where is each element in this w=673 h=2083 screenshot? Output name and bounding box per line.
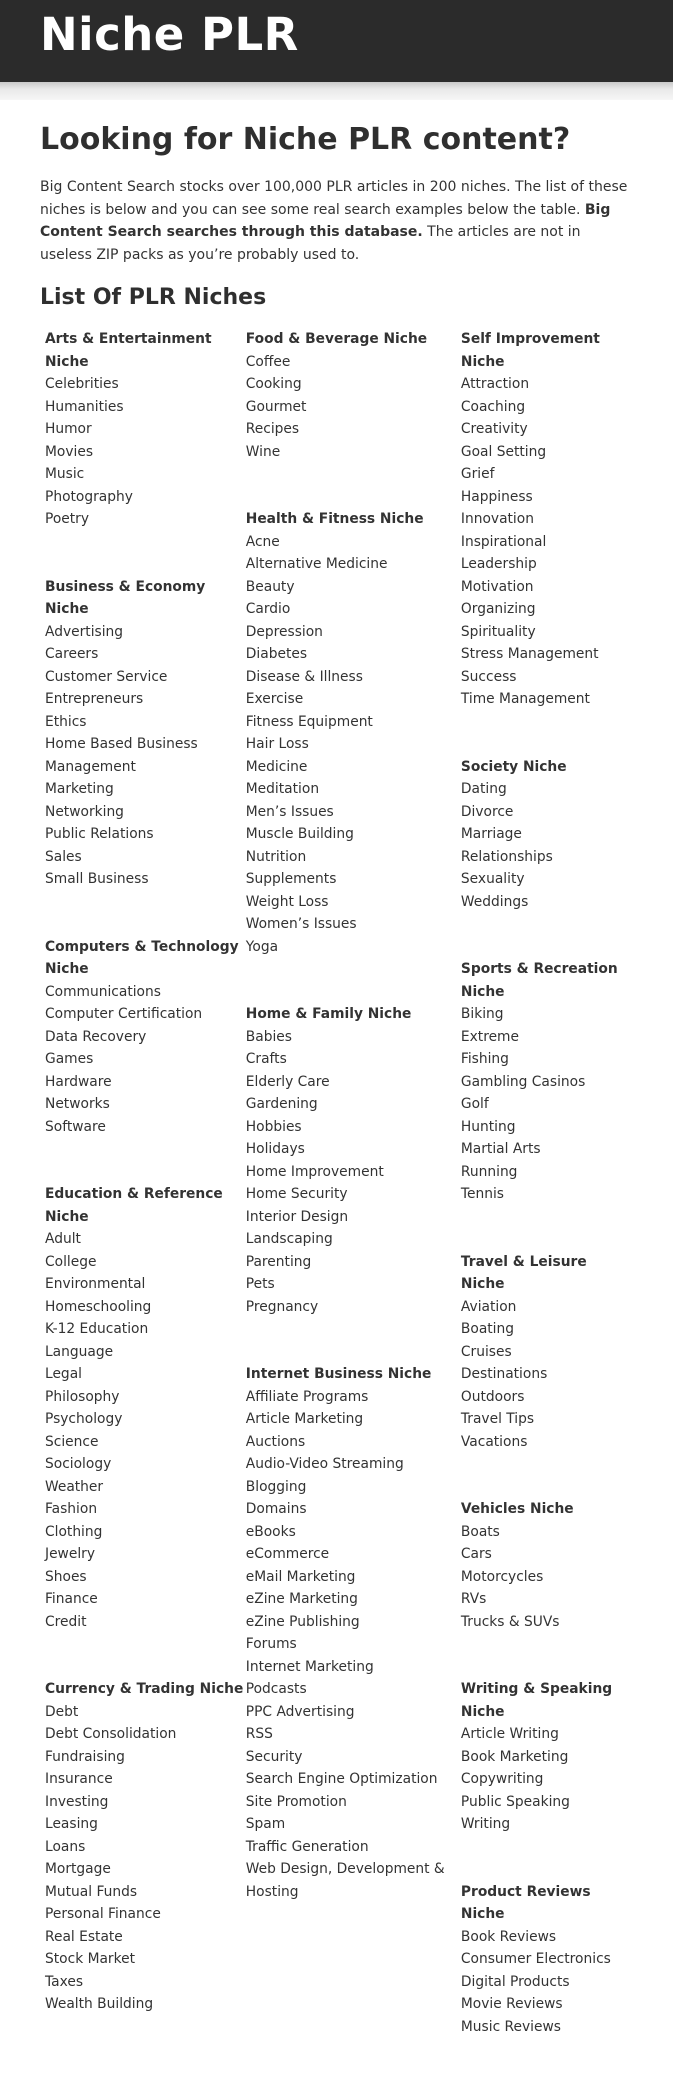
niche-link[interactable]: Gambling Casinos — [460, 1073, 586, 1090]
niche-link[interactable]: Meditation — [245, 781, 320, 797]
niche-link[interactable]: Investing — [45, 1793, 109, 1810]
niche-group-title: Society Niche — [460, 758, 567, 775]
niche-link[interactable]: Cardio — [245, 601, 291, 617]
niche-link[interactable]: PPC Advertising — [245, 1703, 355, 1720]
niche-link[interactable]: Marriage — [460, 826, 522, 842]
niche-link[interactable]: Audio-Video Streaming — [245, 1456, 404, 1472]
niche-group — [45, 1678, 246, 2016]
niche-link[interactable]: Acne — [245, 533, 280, 550]
niche-link[interactable]: Boating — [460, 1321, 515, 1337]
niche-link[interactable]: eCommerce — [245, 1546, 330, 1562]
niche-group-title: Self Improvement Niche — [460, 331, 600, 370]
niche-link[interactable]: Wine — [245, 443, 281, 460]
niche-link[interactable]: Computer Certification — [45, 1006, 203, 1022]
niche-link[interactable]: Inspirational — [460, 533, 547, 550]
niche-link[interactable]: Happiness — [460, 488, 533, 505]
niche-group-title: Writing & Speaking Niche — [460, 1681, 613, 1720]
niche-link[interactable]: Debt Consolidation — [45, 1726, 177, 1742]
niche-link[interactable]: Weather — [45, 1478, 104, 1495]
niche-link[interactable]: Science — [45, 1433, 99, 1450]
niche-group — [246, 1363, 461, 1903]
niche-group-title: Health & Fitness Niche — [245, 511, 424, 527]
niche-link[interactable]: Pets — [245, 1276, 275, 1292]
niche-link[interactable]: eBooks — [245, 1523, 296, 1540]
niche-link[interactable]: Photography — [45, 488, 133, 505]
niche-link[interactable]: RVs — [460, 1591, 487, 1607]
niche-link[interactable]: Relationships — [460, 848, 553, 865]
niche-group — [45, 328, 246, 531]
niche-link[interactable]: Entrepreneurs — [45, 691, 144, 707]
niche-link[interactable]: K-12 Education — [45, 1321, 149, 1337]
niche-column-1 — [45, 328, 246, 2083]
niche-link[interactable]: Celebrities — [45, 376, 119, 392]
niche-group — [246, 1003, 461, 1318]
niche-link[interactable]: Vacations — [460, 1433, 528, 1450]
niche-group-title: Food & Beverage Niche — [245, 331, 428, 347]
niche-link[interactable]: Customer Service — [45, 668, 168, 685]
niche-link[interactable]: Blogging — [245, 1478, 307, 1495]
niche-link[interactable]: RSS — [245, 1726, 273, 1742]
niche-link[interactable]: Communications — [45, 983, 161, 1000]
header-divider — [0, 82, 673, 100]
intro-bold-text: Big Content Search searches through this database. — [40, 201, 611, 240]
niche-link[interactable]: Poetry — [45, 511, 90, 527]
niche-link[interactable]: Weight Loss — [245, 893, 329, 910]
niche-link[interactable]: Martial Arts — [460, 1141, 541, 1157]
niche-link[interactable]: Aviation — [460, 1298, 517, 1315]
intro-paragraph — [40, 176, 633, 266]
niche-link[interactable]: Biking — [460, 1006, 504, 1022]
niche-link[interactable]: Destinations — [460, 1366, 548, 1382]
niche-group-title: Product Reviews Niche — [460, 1883, 591, 1922]
niche-link[interactable]: Loans — [45, 1838, 86, 1855]
niche-link[interactable]: Beauty — [245, 578, 295, 595]
niche-link[interactable]: Hobbies — [245, 1118, 302, 1135]
niche-link[interactable]: Book Marketing — [460, 1748, 569, 1765]
niche-link[interactable]: Sales — [45, 848, 82, 865]
niche-link[interactable]: Networking — [45, 803, 124, 820]
niche-link[interactable]: Mutual Funds — [45, 1883, 138, 1900]
niche-group-title: Computers & Technology Niche — [45, 938, 239, 977]
niche-link[interactable]: Coffee — [245, 353, 291, 370]
niche-link[interactable]: Yoga — [245, 938, 279, 955]
niche-link[interactable]: Cooking — [245, 376, 302, 392]
niche-link[interactable]: Fitness Equipment — [245, 713, 373, 730]
niche-link[interactable]: Adult — [45, 1231, 81, 1247]
site-title[interactable]: Niche PLR — [40, 8, 299, 61]
niche-link[interactable]: Search Engine Optimization — [245, 1771, 438, 1787]
niche-link[interactable]: Real Estate — [45, 1928, 123, 1945]
niche-link[interactable]: Time Management — [460, 691, 590, 707]
niche-link[interactable]: Trucks & SUVs — [460, 1613, 560, 1630]
niche-link[interactable]: Homeschooling — [45, 1298, 152, 1315]
niche-link[interactable]: Men’s Issues — [245, 803, 334, 820]
niche-link[interactable]: Finance — [45, 1591, 98, 1607]
niche-link[interactable]: Copywriting — [460, 1771, 544, 1787]
page-title: Looking for Niche PLR content? — [40, 122, 571, 157]
niche-link[interactable]: Public Speaking — [460, 1793, 570, 1810]
niche-link[interactable]: Outdoors — [460, 1388, 525, 1405]
niche-link[interactable]: Forums — [245, 1636, 297, 1652]
niche-link[interactable]: Golf — [460, 1096, 489, 1112]
niche-link[interactable]: Games — [45, 1051, 94, 1067]
niche-link[interactable]: Podcasts — [245, 1681, 307, 1697]
niche-link[interactable]: Movies — [45, 443, 94, 460]
niche-link[interactable]: Humanities — [45, 398, 124, 415]
niche-link[interactable]: Affiliate Programs — [245, 1388, 369, 1405]
niche-link[interactable]: Cars — [460, 1546, 492, 1562]
niche-link[interactable]: Disease & Illness — [245, 668, 363, 685]
niche-link[interactable]: Extreme — [460, 1028, 519, 1045]
niche-link[interactable]: Careers — [45, 646, 99, 662]
niche-link[interactable]: Gardening — [245, 1096, 318, 1112]
niche-link[interactable]: Insurance — [45, 1771, 113, 1787]
niche-link[interactable]: Auctions — [245, 1433, 306, 1450]
niche-group-title: Currency & Trading Niche — [45, 1681, 244, 1697]
niche-link[interactable]: Home Based Business — [45, 736, 198, 752]
niche-link[interactable]: Running — [460, 1163, 518, 1180]
niche-link[interactable]: Holidays — [245, 1141, 305, 1157]
niche-link[interactable]: Article Writing — [460, 1726, 559, 1742]
niche-link[interactable]: Hardware — [45, 1073, 112, 1090]
niche-link[interactable]: Creativity — [460, 421, 528, 437]
niche-link[interactable]: Digital Products — [460, 1973, 570, 1990]
niche-link[interactable]: Humor — [45, 421, 92, 437]
niche-link[interactable]: Spam — [245, 1816, 286, 1832]
niche-link[interactable]: Site Promotion — [245, 1793, 347, 1810]
niche-link[interactable]: eMail Marketing — [245, 1568, 356, 1585]
niche-link[interactable]: Book Reviews — [460, 1928, 557, 1945]
niche-link[interactable]: Small Business — [45, 871, 149, 887]
niche-link[interactable]: Data Recovery — [45, 1028, 147, 1045]
niche-link[interactable]: Security — [245, 1748, 303, 1765]
niche-group — [246, 508, 461, 958]
niche-link[interactable]: Credit — [45, 1613, 87, 1630]
niche-link[interactable]: Leasing — [45, 1816, 98, 1832]
niche-link[interactable]: Home Security — [245, 1186, 348, 1202]
niche-link[interactable]: Gourmet — [245, 398, 307, 415]
niche-link[interactable]: Fundraising — [45, 1748, 125, 1765]
niche-group — [461, 1251, 633, 1454]
niche-link[interactable]: Crafts — [245, 1051, 287, 1067]
niche-link[interactable]: Innovation — [460, 511, 534, 527]
niche-link[interactable]: Article Marketing — [245, 1411, 364, 1427]
niche-group — [461, 1678, 633, 1836]
niche-link[interactable]: Stock Market — [45, 1951, 135, 1967]
niche-link[interactable]: Medicine — [245, 758, 308, 775]
niche-link[interactable]: Consumer Electronics — [460, 1951, 611, 1967]
niche-link[interactable]: eZine Publishing — [245, 1613, 360, 1630]
niche-link[interactable]: Exercise — [245, 691, 304, 707]
niche-link[interactable]: Diabetes — [245, 646, 308, 662]
niche-link[interactable]: Writing — [460, 1816, 511, 1832]
niche-group — [45, 576, 246, 891]
niche-link[interactable]: Grief — [460, 466, 495, 482]
niche-link[interactable]: Music Reviews — [460, 2018, 561, 2035]
niche-table — [40, 328, 633, 2083]
niche-link[interactable]: Goal Setting — [460, 443, 547, 460]
niche-link[interactable]: Taxes — [45, 1973, 84, 1990]
niche-link[interactable]: Tennis — [460, 1186, 504, 1202]
niche-column-3 — [461, 328, 633, 2083]
niche-group-title: Vehicles Niche — [460, 1501, 574, 1517]
niche-link[interactable]: Advertising — [45, 623, 124, 640]
niche-link[interactable]: Attraction — [460, 376, 530, 392]
niche-link[interactable]: Fashion — [45, 1501, 98, 1517]
niche-link[interactable]: Divorce — [460, 803, 514, 820]
niche-list-heading: List Of PLR Niches — [40, 285, 267, 310]
niche-group — [246, 328, 461, 463]
niche-link[interactable]: Networks — [45, 1096, 110, 1112]
main-content — [0, 120, 673, 2083]
intro-text-end: The articles are not in useless ZIP packs as you’re probably used to. — [40, 224, 581, 263]
niche-link[interactable]: Traffic Generation — [245, 1838, 369, 1855]
niche-link[interactable]: Management — [45, 758, 136, 775]
niche-link[interactable]: Stress Management — [460, 646, 599, 662]
niche-link[interactable]: Success — [460, 668, 517, 685]
niche-group — [45, 1183, 246, 1633]
niche-column-2 — [246, 328, 461, 2083]
niche-group-title: Travel & Leisure Niche — [460, 1253, 587, 1292]
niche-group-title: Business & Economy Niche — [45, 578, 206, 617]
niche-link[interactable]: Movie Reviews — [460, 1996, 563, 2012]
niche-group — [461, 328, 633, 711]
niche-link[interactable]: Sociology — [45, 1456, 112, 1472]
niche-link[interactable]: Supplements — [245, 871, 337, 887]
niche-link[interactable]: Boats — [460, 1523, 500, 1540]
niche-link[interactable]: Parenting — [245, 1253, 312, 1270]
niche-link[interactable]: Elderly Care — [245, 1073, 330, 1090]
niche-link[interactable]: Environmental — [45, 1276, 146, 1292]
niche-link[interactable]: Sexuality — [460, 871, 525, 887]
niche-link[interactable]: Motorcycles — [460, 1568, 544, 1585]
niche-link[interactable]: Legal — [45, 1366, 82, 1382]
niche-link[interactable]: Web Design, Development & Hosting — [245, 1861, 445, 1900]
niche-link[interactable]: eZine Marketing — [245, 1591, 358, 1607]
niche-link[interactable]: Psychology — [45, 1411, 123, 1427]
niche-link[interactable]: Public Relations — [45, 826, 154, 842]
niche-link[interactable]: Clothing — [45, 1523, 103, 1540]
niche-link[interactable]: Babies — [245, 1028, 292, 1045]
intro-text: Big Content Search stocks over 100,000 PLR articles in 200 niches. The list of these niches is below and you can see some real search examples below the table. — [40, 179, 628, 218]
niche-link[interactable]: Weddings — [460, 893, 529, 910]
niche-link[interactable]: Interior Design — [245, 1208, 349, 1225]
niche-group — [461, 1498, 633, 1633]
niche-link[interactable]: Recipes — [245, 421, 300, 437]
niche-link[interactable]: Philosophy — [45, 1388, 120, 1405]
niche-link[interactable]: Pregnancy — [245, 1298, 319, 1315]
niche-link[interactable]: Wealth Building — [45, 1996, 154, 2012]
niche-link[interactable]: Home Improvement — [245, 1163, 384, 1180]
niche-link[interactable]: Travel Tips — [460, 1411, 535, 1427]
niche-link[interactable]: Alternative Medicine — [245, 556, 388, 572]
site-header — [0, 0, 673, 82]
niche-link[interactable]: Ethics — [45, 713, 87, 730]
niche-link[interactable]: College — [45, 1253, 97, 1270]
niche-link[interactable]: Spirituality — [460, 623, 536, 640]
niche-link[interactable]: Cruises — [460, 1343, 512, 1360]
niche-link[interactable]: Coaching — [460, 398, 526, 415]
niche-link[interactable]: Software — [45, 1118, 106, 1135]
niche-group-title: Sports & Recreation Niche — [460, 961, 618, 1000]
niche-group — [461, 958, 633, 1206]
niche-link[interactable]: Marketing — [45, 781, 114, 797]
niche-link[interactable]: Internet Marketing — [245, 1658, 374, 1675]
niche-link[interactable]: Nutrition — [245, 848, 307, 865]
niche-link[interactable]: Leadership — [460, 556, 537, 572]
niche-group — [45, 936, 246, 1139]
niche-group-title: Education & Reference Niche — [45, 1186, 223, 1225]
niche-link[interactable]: Organizing — [460, 601, 536, 617]
niche-link[interactable]: Language — [45, 1343, 114, 1360]
niche-group — [461, 1881, 633, 2039]
niche-group-title: Arts & Entertainment Niche — [45, 331, 212, 370]
niche-link[interactable]: Jewelry — [45, 1546, 96, 1562]
niche-link[interactable]: Fishing — [460, 1051, 509, 1067]
niche-link[interactable]: Hunting — [460, 1118, 516, 1135]
niche-link[interactable]: Personal Finance — [45, 1906, 161, 1922]
niche-group-title: Home & Family Niche — [245, 1006, 412, 1022]
niche-link[interactable]: Debt — [45, 1703, 79, 1720]
niche-link[interactable]: Mortgage — [45, 1861, 111, 1877]
niche-link[interactable]: Dating — [460, 781, 507, 797]
niche-link[interactable]: Landscaping — [245, 1231, 333, 1247]
niche-group — [461, 756, 633, 914]
niche-group-title: Internet Business Niche — [245, 1366, 432, 1382]
niche-link[interactable]: Women’s Issues — [245, 916, 357, 932]
niche-link[interactable]: Hair Loss — [245, 736, 309, 752]
niche-link[interactable]: Depression — [245, 623, 323, 640]
niche-link[interactable]: Music — [45, 466, 85, 482]
niche-link[interactable]: Shoes — [45, 1568, 87, 1585]
niche-link[interactable]: Muscle Building — [245, 826, 354, 842]
niche-link[interactable]: Domains — [245, 1501, 307, 1517]
niche-link[interactable]: Motivation — [460, 578, 534, 595]
